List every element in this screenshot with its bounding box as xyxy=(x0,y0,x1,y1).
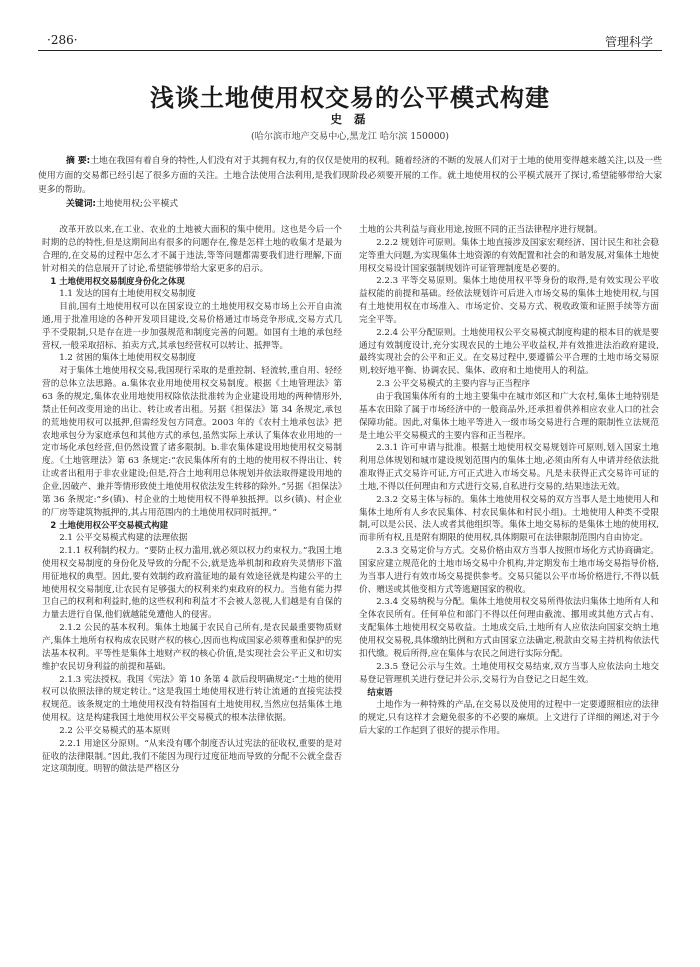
subsection-heading: 1.1 发达的国有土地使用权交易制度 xyxy=(59,289,196,300)
body-paragraph: 2.3.3 交易定价与方式。交易价格由双方当事人按照市场化方式协商确定。国家应建立规范化的土地市场交易中介机构,并定期发布土地市场交易指导价格,为当事人进行有效市场交易提供参考。交易只能以公平市场价格进行,不得以低价、赠送或其他变相方式等逃避国家的税收。 xyxy=(359,546,659,595)
abstract xyxy=(38,154,662,198)
journal-name: 管理科学 xyxy=(604,35,653,49)
keywords xyxy=(66,197,178,212)
abstract-label: 摘 要: xyxy=(66,156,91,166)
body-paragraph: 2.3.4 交易纳税与分配。集体土地使用权交易所得依法归集体土地所有人和全体农民所有。任何单位和部门不得以任何理由截流、挪用或其他方式占有、支配集体土地使用权交易收益。土地成交后,土地所有人应依法向国家交纳土地使用权交易税,具体缴纳比例和方式由国家立法确定,税款由交易主持机构依法代扣代缴。税后所得,应在集体与农民之间进行实际分配。 xyxy=(359,597,659,659)
body-paragraph: 2.2.3 平等交易原则。集体土地使用权平等身份的取得,是有效实现公平收益权能的前提和基础。经依法规划许可后进入市场交易的集体土地使用权,与国有土地使用权在市场准入、市场定价、交易方式、税收政策和证照手续等方面完全平等。 xyxy=(359,276,659,325)
abstract-text: 土地在我国有着自身的特性,人们没有对于其拥有权力,有的仅仅是使用的权利。随着经济的不断的发展人们对于土地的使用变得越来越关注,以及一些使用方面的交易都已经引起了很多方面的关注。土地合法使用合法利用,是我们现阶段必须要开展的工作。就土地使用权的公平模式展开了探讨,希望能够带给大家更多的帮助。 xyxy=(38,156,662,196)
keywords-text: 土地使用权;公平模式 xyxy=(95,199,179,209)
body-paragraph: 2.3.5 登记公示与生效。土地使用权交易结束,双方当事人应依法向土地交易登记管理机关进行登记并公示,交易行为自登记之日起生效。 xyxy=(359,661,659,685)
body-paragraph: 目前,国有土地使用权可以在国家设立的土地使用权交易市场上公开自由流通,用于批准用途的各种开发项目建设,交易价格通过市场竞争形成,交易方式几乎不受限制,只是存在进一步加强规范和制度完善的问题。如国有土地的承包经营权,一般采取招标、拍卖方式,其承包经营权可以转让、抵押等。 xyxy=(42,302,342,351)
section-heading: 1 土地使用权交易制度身份化之体现 xyxy=(50,276,185,287)
subsection-heading: 2.2 公平交易模式的基本原则 xyxy=(59,725,171,736)
paper-title: 浅谈土地使用权交易的公平模式构建 xyxy=(150,84,550,112)
body-paragraph: 对于集体土地使用权交易,我国现行采取的是重控制、轻流转,重自用、轻经营的总体立法思路。a.集体农业用地使用权交易制度。根据《土地管理法》第 63 条的规定,集体农业用地使用权除依法批准转为企业建设用地的两种情形外,禁止任何改变用途的出让、转让或者出租。另据《担保法》第 34 条规定,承包的荒地使用权可以抵押,但需经发包方同意。2003 年的《农村土地承包法》把农地承包分为家庭承包和其他方式的承包,虽然实际上承认了集体农业用地的一定市场化承包经营,但仍然设置了诸多限制。b.非农集体建设用地使用权交易制度。《土地管理法》第 63 条规定:“农民集体所有的土地的使用权不得出让、转让或者出租用于非农业建设;但是,符合土地利用总体规划并依法取得建设用地的企业,因破产、兼并等情形致使土地使用权依法发生转移的除外。”另据《担保法》第 36 条规定:“乡(镇)、村企业的土地使用权不得单独抵押。以乡(镇)、村企业的厂房等建筑物抵押的,其占用范围内的土地使用权同时抵押。” xyxy=(42,366,342,518)
body-paragraph: 2.2.4 公平分配原则。土地使用权公平交易模式制度构建的根本目的就是要通过有效制度设计,充分实现农民的土地公平收益权,并有效推进法治政府建设,最终实现社会的公平和正义。在交易过程中,要遵循公平合理的土地市场交易原则,较好地平衡、协调农民、集体、政府和土地使用人的利益。 xyxy=(359,327,659,377)
section-heading: 2 土地使用权公平交易模式构建 xyxy=(50,520,169,531)
header-rule xyxy=(38,50,662,51)
body-paragraph: 改革开放以来,在工业、农业的土地被大面积的集中使用。这也是今后一个时期的总的特性,但是这期间出有很多的问题存在,像是怎样土地的收集才是最为合理的,在交易的过程中怎么才不属于违法,等等问题都需要我们进行理解,下面针对相关的信息展开了讨论,希望能够带给大家更多的启示。 xyxy=(42,225,342,274)
body-paragraph: 2.3.2 交易主体与标的。集体土地使用权交易的双方当事人是土地使用人和集体土地所有人乡农民集体、村农民集体和村民小组)。土地使用人种类不受限制,可以是公民、法人或者其他组织等。集体土地交易标的是集体土地的使用权,而非所有权,且是附有期限的使用权,具体期限可在法律限制范围内自由协定。 xyxy=(359,494,659,544)
body-paragraph: 2.1.3 宪法授权。我国《宪法》第 10 条第 4 款后段明确规定:“土地的使用权可以依照法律的规定转让。”这是我国土地使用权进行转让流通的直接宪法授权规范。该条规定的土地使用权没有特指国有土地使用权,当然应包括集体土地使用权。这是构建我国土地使用权公平交易模式的根本法律依据。 xyxy=(42,674,342,724)
body-paragraph: 2.3.1 许可申请与批准。根据土地使用权交易规划许可原则,划入国家土地利用总体规划和城市建设规划范围内的集体土地,必须由所有人申请并经依法批准取得正式交易许可证,方可正式进入市场交易。凡是未获得正式交易许可证的土地,不得以任何理由和方式进行交易,自私进行交易的,结果违法无效。 xyxy=(359,443,659,492)
left-column xyxy=(42,224,342,776)
body-paragraph: 土地的公共利益与商业用途,按照不同的正当法律程序进行规制。 xyxy=(359,225,603,235)
section-heading: 结束语 xyxy=(367,687,393,698)
page-number: ·286· xyxy=(47,33,78,47)
subsection-heading: 2.3 公平交易模式的主要内容与正当程序 xyxy=(376,379,531,390)
body-paragraph: 2.2.1 用途区分原则。“从来没有哪个制度否认过宪法的征收权,重要的是对征收的法律限制。”因此,我们不能因为现行过度征地而导致的分配不公就全盘否定这项制度。明智的做法是严格区分 xyxy=(42,738,342,775)
author: 史 磊 xyxy=(330,112,370,126)
affiliation: (哈尔滨市地产交易中心,黑龙江 哈尔滨 150000) xyxy=(250,131,449,142)
right-column xyxy=(359,224,659,738)
body-paragraph: 2.2.2 规划许可原则。集体土地直接涉及国家宏观经济、国计民生和社会稳定等重大问题,为实现集体土地资源的有效配置和社会的和谐发展,对集体土地使用权交易设计国家强制规划许可证管理制度是必要的。 xyxy=(359,237,659,274)
body-paragraph: 由于我国集体所有的土地主要集中在城市郊区和广大农村,集体土地特别是基本农田除了属于市场经济中的一般商品外,还承担着供养相应农业人口的社会保障功能。因此,对集体土地平等进入一级市场交易进行合理的限制性立法规范是土地公平交易模式的主要内容和正当程序。 xyxy=(359,391,659,441)
body-paragraph: 2.1.2 公民的基本权利。集体土地属于农民自己所有,是农民最重要物质财产,集体土地所有权构成农民财产权的核心,因而也构成国家必须尊重和保护的宪法基本权利。平等性是集体土地财产权的核心价值,是实现社会公平正义和切实维护农民切身利益的前提和基础。 xyxy=(42,623,342,672)
body-paragraph: 土地作为一种特殊的产品,在交易以及使用的过程中一定要遵照相应的法律的规定,只有这样才会避免很多的不必要的麻烦。上文进行了详细的阐述,对于今后大家的工作起到了很好的提示作用。 xyxy=(359,700,659,736)
keywords-label: 关键词: xyxy=(66,199,96,209)
body-paragraph: 2.1.1 权利制约权力。“要防止权力滥用,就必须以权力约束权力。”我国土地使用权交易制度的身份化及导致的分配不公,就是选举机制和政府失灵情形下滥用征地权的典型。因此,要有效制约政府滥征地的最有效途径就是构建公平的土地使用权交易制度,让农民有足够强大的权利来约束政府的权力。当他有能力捍卫自己的权利和利益时,他的这些权利和利益才不会被人忽视,人们越是有自保的力量去进行自保,他们就越能免遭他人的侵害。 xyxy=(42,546,342,621)
subsection-heading: 1.2 贫困的集体土地使用权交易制度 xyxy=(59,353,196,364)
subsection-heading: 2.1 公平交易模式构建的法理依据 xyxy=(59,533,188,544)
